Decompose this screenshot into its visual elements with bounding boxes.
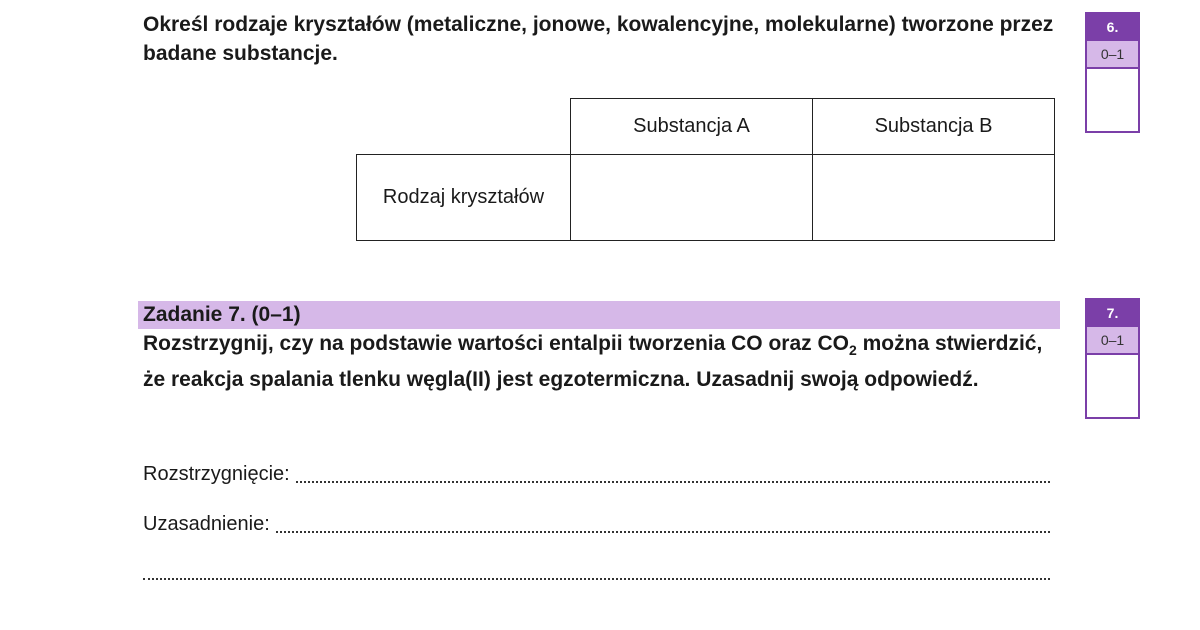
justification-dotted-field[interactable] <box>276 515 1050 533</box>
task7-score-box <box>1085 298 1140 419</box>
task6-score-box <box>1085 12 1140 133</box>
task7-title: Zadanie 7. (0–1) <box>143 303 301 326</box>
task6-score-range: 0–1 <box>1087 41 1138 69</box>
task7-instruction-prefix: Rozstrzygnij, czy na podstawie wartości entalpii tworzenia CO oraz CO <box>143 332 849 355</box>
justification-answer-line-2 <box>143 562 1050 583</box>
decision-label: Rozstrzygnięcie: <box>143 463 290 485</box>
justification-answer-line <box>143 512 1050 536</box>
crystal-type-table <box>356 98 1055 241</box>
task7-score-number: 7. <box>1087 300 1138 327</box>
task7-subscript: 2 <box>848 342 857 359</box>
table-corner <box>357 99 571 155</box>
task7-score-field[interactable] <box>1087 355 1138 417</box>
answer-cell-substance-a[interactable] <box>571 155 813 241</box>
task6-score-number: 6. <box>1087 14 1138 41</box>
row-label-crystal-type: Rodzaj kryształów <box>357 155 571 241</box>
header-substance-b: Substancja B <box>813 99 1055 155</box>
task6-score-field[interactable] <box>1087 69 1138 131</box>
decision-dotted-field[interactable] <box>296 465 1050 483</box>
task7-instruction <box>143 329 1063 394</box>
justification-label: Uzasadnienie: <box>143 513 270 535</box>
task6-instruction: Określ rodzaje kryształów (metaliczne, jonowe, kowalencyjne, molekularne) tworzone przez badane substancje. <box>143 13 1054 65</box>
header-substance-a: Substancja A <box>571 99 813 155</box>
task7-score-range: 0–1 <box>1087 327 1138 355</box>
decision-answer-line <box>143 462 1050 486</box>
answer-cell-substance-b[interactable] <box>813 155 1055 241</box>
task7-instruction-suffix: można stwierdzić, że reakcja spalania tlenku węgla(II) jest egzotermiczna. Uzasadnij swoją odpowiedź. <box>143 332 1043 392</box>
justification-dotted-field-2[interactable] <box>143 562 1050 580</box>
